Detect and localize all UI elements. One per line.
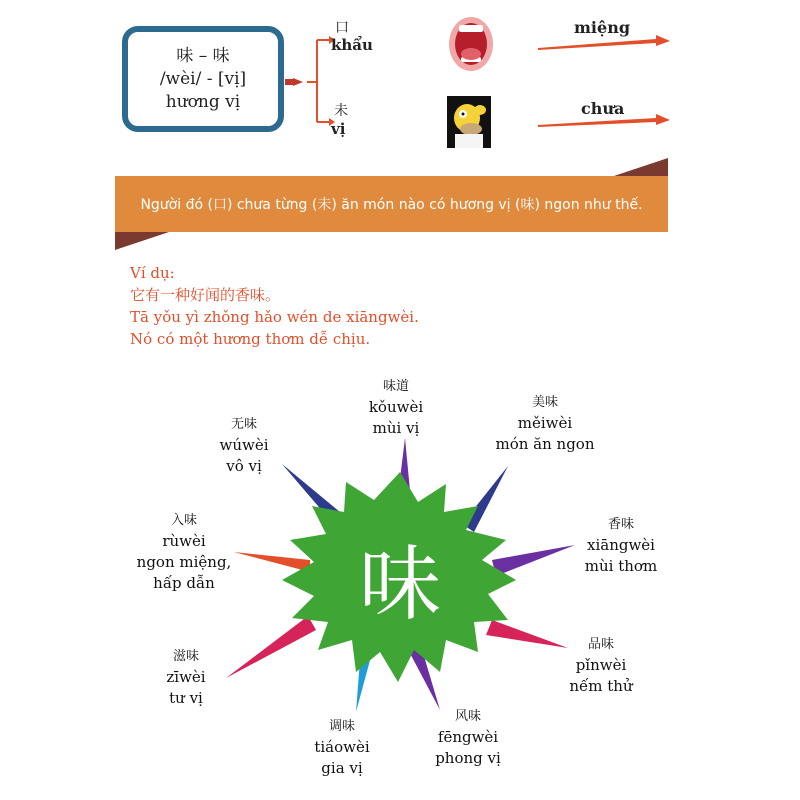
- word-pinyin: fēngwèi: [437, 728, 499, 746]
- word-viet: ngon miệng,: [136, 553, 232, 571]
- word-ruwei: [134, 510, 234, 594]
- word-pinwei: [566, 634, 636, 697]
- word-pinyin: rùwèi: [162, 532, 206, 550]
- word-chinese: 入味: [170, 513, 197, 528]
- component-1-viet: khẩu: [331, 36, 373, 54]
- spike-8: [234, 552, 310, 572]
- component-1-chinese: 口: [335, 20, 349, 36]
- word-viet-2: hấp dẫn: [153, 574, 215, 592]
- word-viet: gia vị: [321, 759, 363, 777]
- word-chinese: 滋味: [172, 649, 199, 664]
- word-chinese: 香味: [607, 517, 634, 532]
- word-viet: tư vị: [169, 689, 203, 707]
- word-xiangwei: [578, 514, 664, 577]
- spike-3: [492, 545, 575, 576]
- word-viet: vô vị: [226, 457, 262, 475]
- word-viet: mùi vị: [372, 419, 420, 437]
- word-pinyin: zīwèi: [166, 668, 206, 686]
- word-pinyin: pǐnwèi: [575, 656, 627, 674]
- word-viet: nếm thử: [569, 677, 633, 695]
- word-tiaowei: [308, 716, 376, 779]
- word-chinese: 品味: [587, 637, 614, 652]
- word-pinyin: měiwèi: [517, 414, 573, 432]
- component-2-meaning: chưa: [581, 99, 625, 118]
- word-fengwei: [432, 706, 504, 769]
- center-character: 味: [358, 537, 442, 632]
- word-viet: món ăn ngon: [495, 435, 595, 453]
- component-1-meaning: miệng: [574, 18, 631, 37]
- word-chinese: 无味: [230, 417, 257, 432]
- word-ziwei: [156, 646, 216, 709]
- word-pinyin: tiáowèi: [314, 738, 370, 756]
- char-pair: 味 – 味: [176, 45, 230, 66]
- word-viet: phong vị: [435, 749, 501, 767]
- word-kouwei: [366, 376, 426, 439]
- word-viet: mùi thơm: [584, 557, 658, 575]
- component-2-chinese: 未: [334, 103, 348, 119]
- example-chinese: 它有一种好闻的香味。: [130, 286, 281, 304]
- word-wuwei: [214, 414, 274, 477]
- spike-4: [486, 620, 568, 648]
- spike-7: [226, 616, 316, 678]
- example-pinyin: Tā yǒu yì zhǒng hǎo wén de xiāngwèi.: [130, 308, 419, 326]
- banner-text: Người đó (口) chưa từng (未) ăn món nào có hương vị (味) ngon như thế.: [140, 197, 643, 213]
- example-vietnamese: Nó có một hương thơm dễ chịu.: [130, 330, 371, 348]
- example-label: Ví dụ:: [130, 264, 175, 282]
- pronunciation: /wèi/ - [vị]: [159, 68, 247, 89]
- component-2-viet: vị: [331, 120, 346, 138]
- word-meiwei: [490, 392, 600, 455]
- word-chinese: 风味: [454, 709, 481, 724]
- word-chinese: 调味: [328, 719, 355, 734]
- word-pinyin: xiāngwèi: [587, 536, 655, 554]
- char-meaning: hương vị: [165, 91, 241, 112]
- word-chinese: 美味: [531, 395, 558, 410]
- word-pinyin: kǒuwèi: [368, 398, 424, 416]
- word-pinyin: wúwèi: [219, 436, 269, 454]
- word-chinese: 味道: [382, 379, 409, 394]
